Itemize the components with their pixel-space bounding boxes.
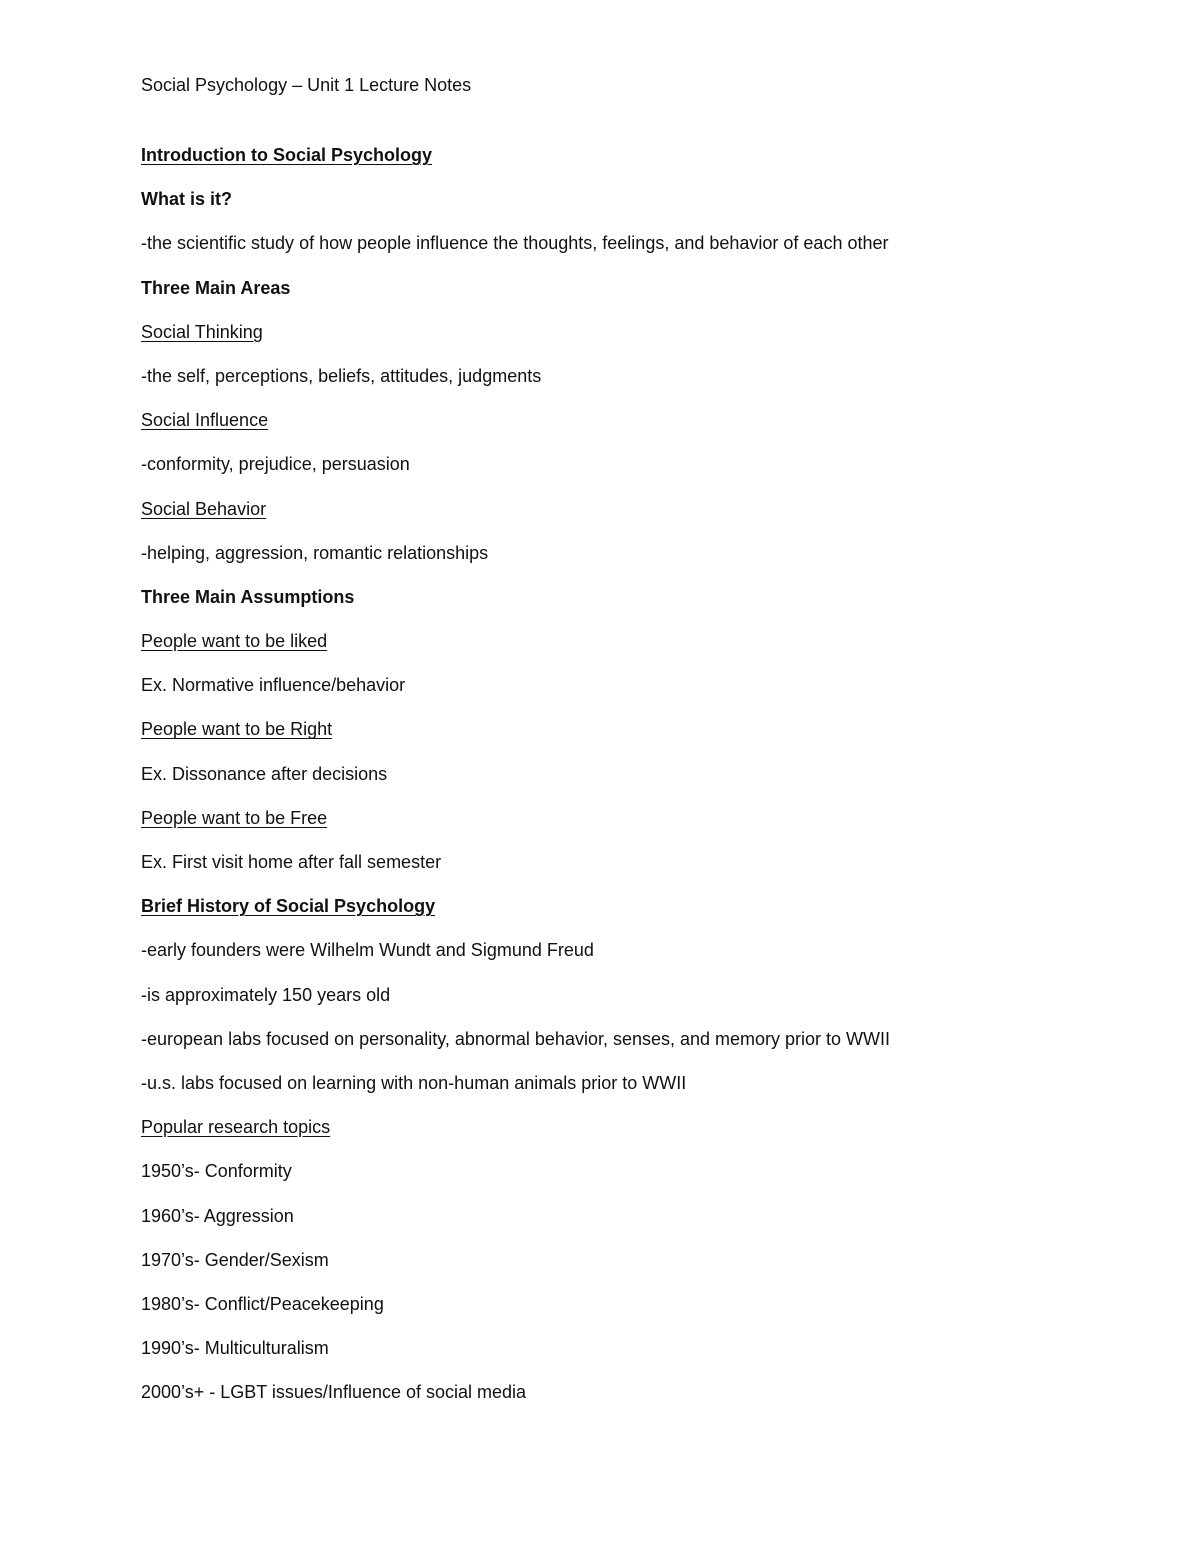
note-line: -conformity, prejudice, persuasion xyxy=(141,454,410,475)
note-line: -is approximately 150 years old xyxy=(141,984,391,1005)
document-title: Social Psychology – Unit 1 Lecture Notes xyxy=(141,75,472,95)
note-line: 1990’s- Multiculturalism xyxy=(141,1338,329,1359)
topic-label: People want to be Right xyxy=(141,719,333,740)
section-heading: Brief History of Social Psychology xyxy=(141,896,436,917)
topic-label: Social Influence xyxy=(141,410,269,431)
notes-list xyxy=(141,144,1141,1425)
note-line: 1950’s- Conformity xyxy=(141,1161,292,1182)
note-line: 1960’s- Aggression xyxy=(141,1205,294,1226)
subheading: Three Main Areas xyxy=(141,277,291,298)
topic-label: People want to be Free xyxy=(141,807,328,828)
note-line: -helping, aggression, romantic relationships xyxy=(141,542,489,563)
subheading: What is it? xyxy=(141,189,232,210)
note-line: Ex. Dissonance after decisions xyxy=(141,763,388,784)
note-line: 1980’s- Conflict/Peacekeeping xyxy=(141,1293,384,1314)
note-line: -the self, perceptions, beliefs, attitudes, judgments xyxy=(141,365,542,386)
topic-label: Social Thinking xyxy=(141,321,263,342)
note-line: -european labs focused on personality, abnormal behavior, senses, and memory prior to WWII xyxy=(141,1028,891,1049)
note-line: -early founders were Wilhelm Wundt and Sigmund Freud xyxy=(141,940,594,961)
section-heading: Introduction to Social Psychology xyxy=(141,145,433,165)
topic-label: Social Behavior xyxy=(141,498,267,519)
topic-label: Popular research topics xyxy=(141,1117,331,1138)
topic-label: People want to be liked xyxy=(141,631,328,652)
subheading: Three Main Assumptions xyxy=(141,586,355,607)
note-line: Ex. First visit home after fall semester xyxy=(141,852,442,872)
note-line: 2000’s+ - LGBT issues/Influence of social media xyxy=(141,1382,527,1403)
note-line: Ex. Normative influence/behavior xyxy=(141,675,406,696)
note-line: -u.s. labs focused on learning with non-human animals prior to WWII xyxy=(141,1072,687,1093)
note-line: 1970’s- Gender/Sexism xyxy=(141,1249,329,1270)
note-line: -the scientific study of how people influence the thoughts, feelings, and behavior of each other xyxy=(141,233,889,254)
